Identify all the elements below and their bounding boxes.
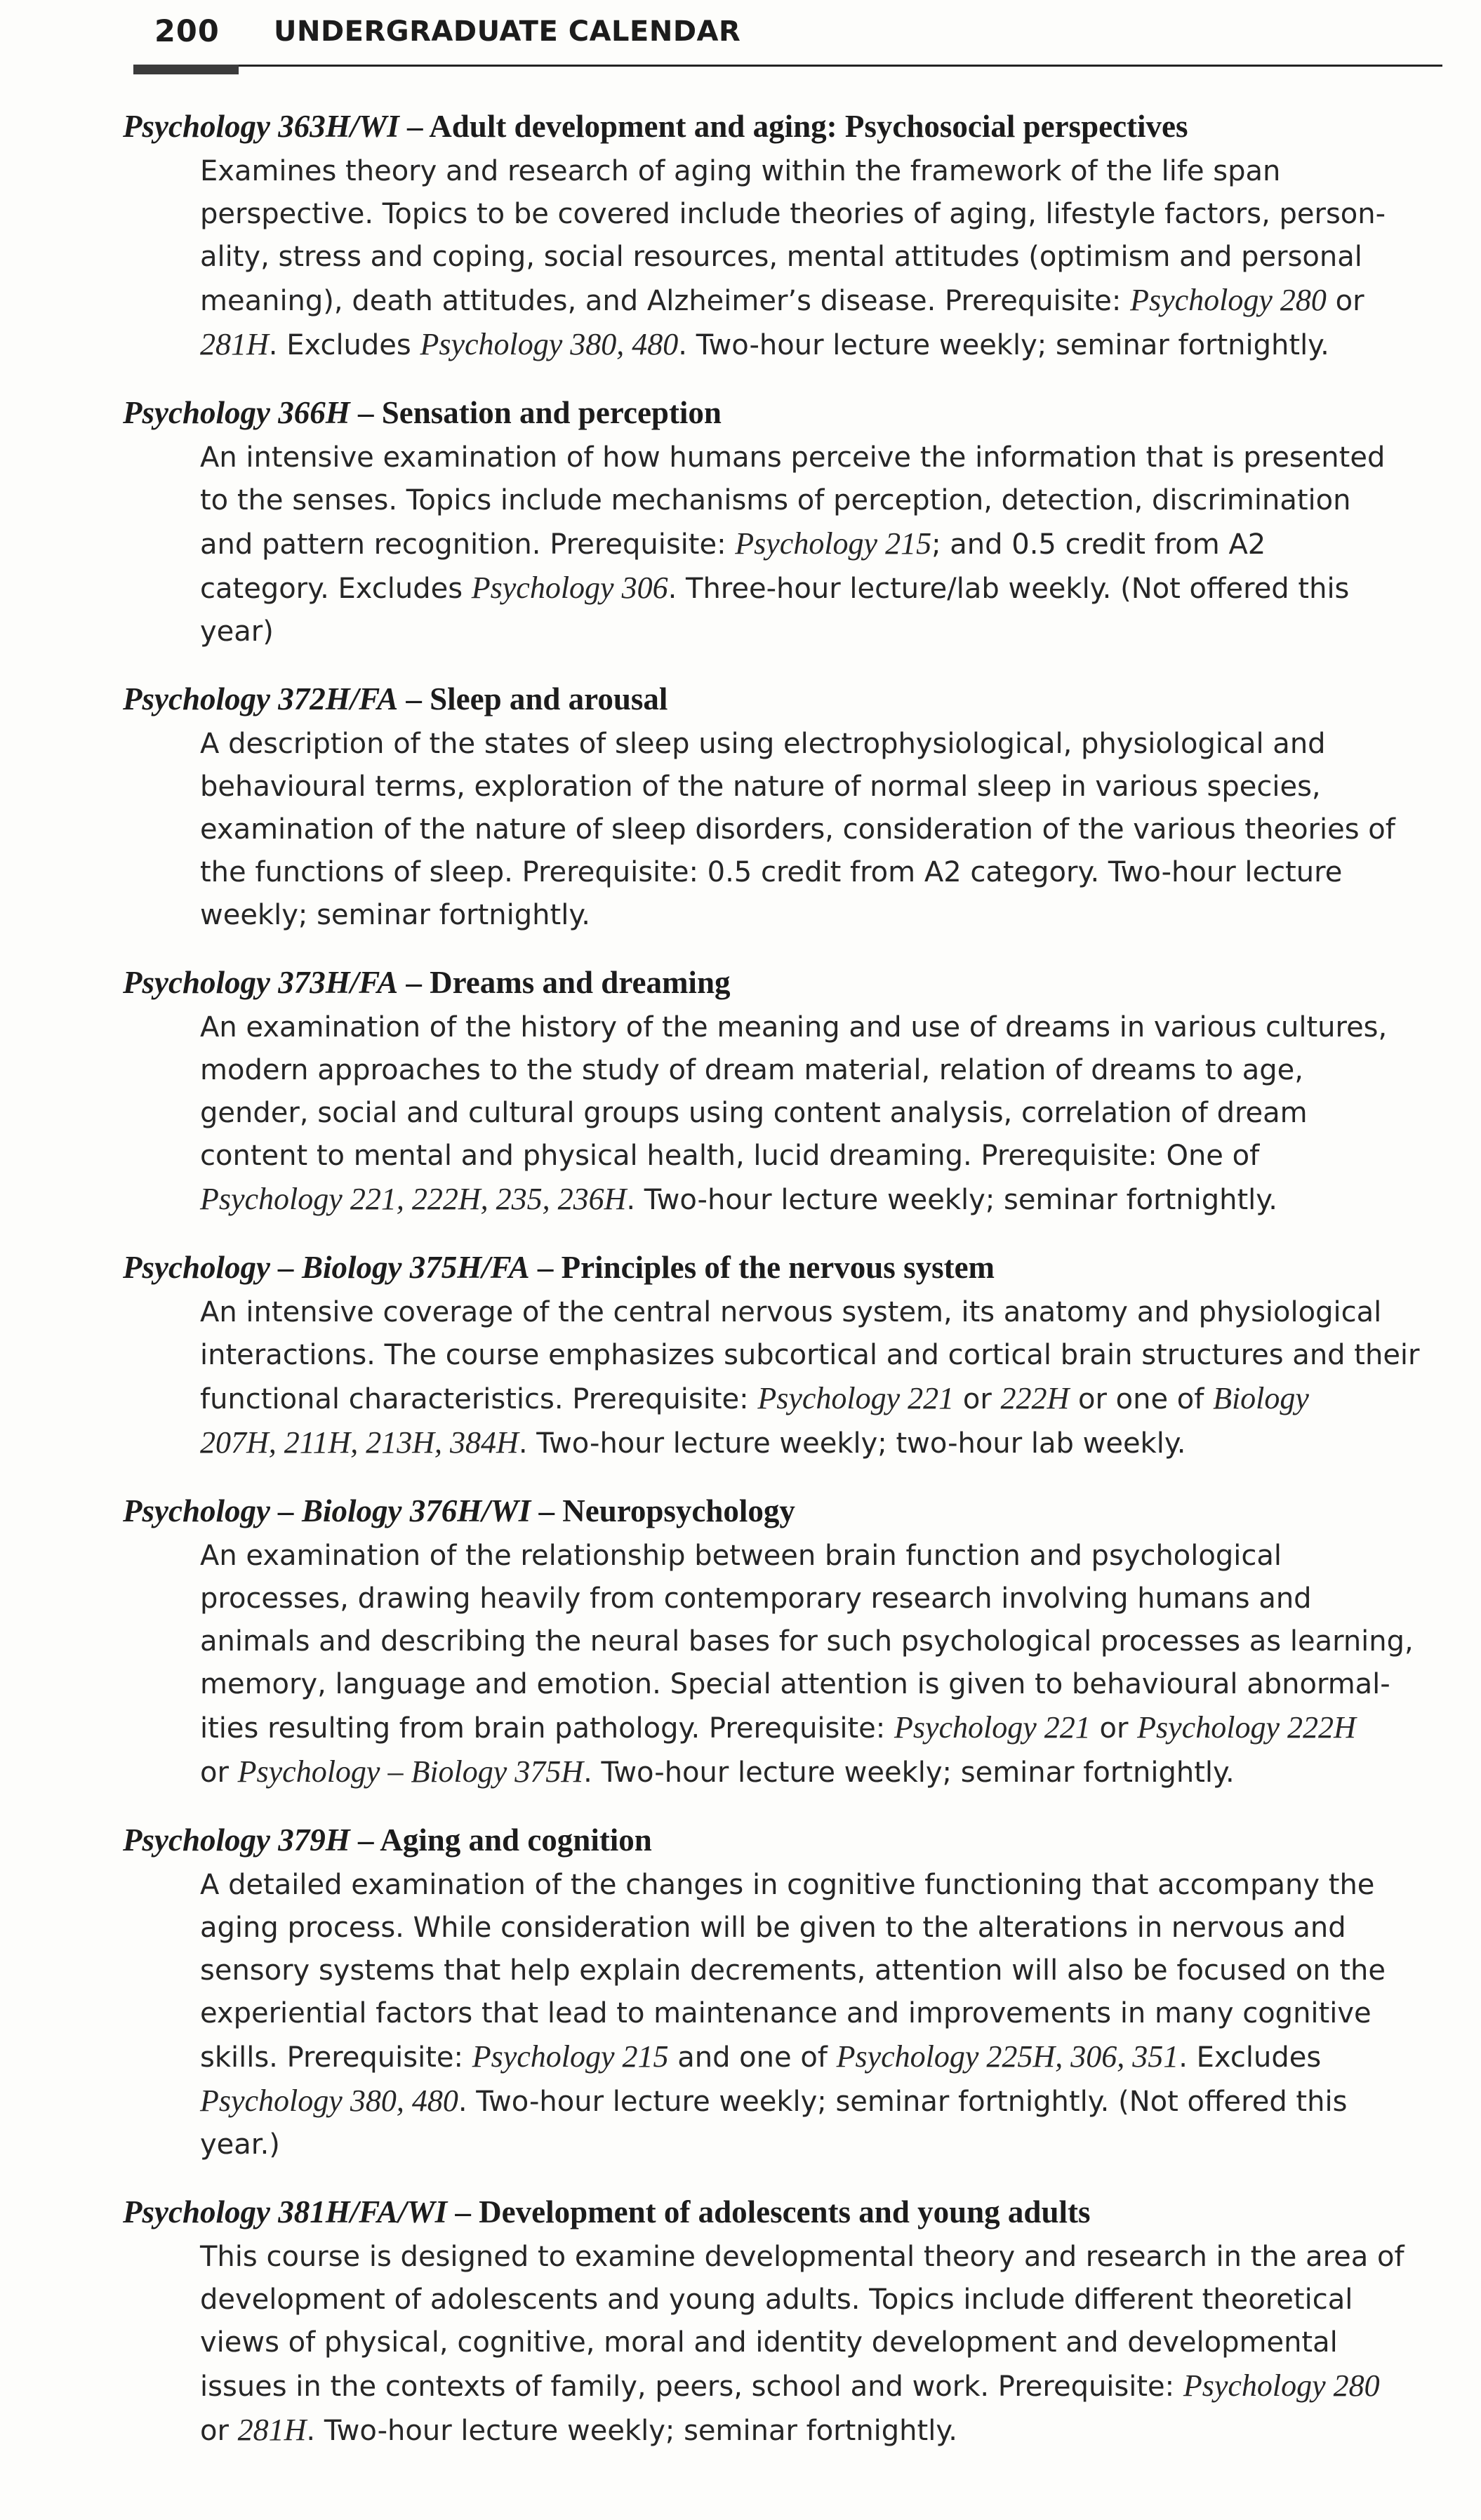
description-text: . Excludes	[268, 329, 420, 361]
description-text: An intensive examination of how humans perceive the information that is presented to the senses. Topics include mechanisms of perception, detection, discrimination and pattern recognition. Prerequisite:	[200, 441, 1386, 561]
course-code: Psychology 372H/FA	[123, 681, 399, 716]
course-entry	[123, 105, 1442, 367]
course-reference: Biology 207H, 211H, 213H, 384H	[200, 1381, 1309, 1460]
course-reference: Psychology 380, 480	[200, 2084, 458, 2118]
course-code: Psychology 373H/FA	[123, 965, 399, 1000]
course-title: Principles of the nervous system	[561, 1250, 995, 1285]
course-description	[200, 1006, 1442, 1222]
header-rule-block	[133, 65, 239, 74]
course-title: Dreams and dreaming	[430, 965, 731, 1000]
course-entry	[123, 961, 1442, 1222]
course-entry	[123, 2191, 1442, 2453]
course-title: Development of adolescents and young adults	[479, 2194, 1091, 2229]
course-heading: Psychology 366H – Sensation and perception	[123, 395, 722, 430]
description-text: . Two-hour lecture weekly; two-hour lab weekly.	[518, 1427, 1186, 1460]
course-description	[200, 723, 1442, 937]
description-text: An examination of the relationship between brain function and psychological processes, drawing heavily from contemporary research involving humans and animals and describing the neural bases for such psychological processes as learning, memory, language and emotion. Special attention is given to behavioural abnormal- ities resulting from brain pathology. Prerequisite:	[200, 1540, 1414, 1745]
description-text: An intensive coverage of the central nervous system, its anatomy and physiological interactions. The course emphasizes subcortical and cortical brain structures and their functional characteristics. Prerequisite:	[200, 1296, 1420, 1415]
description-text: . Two-hour lecture weekly; seminar fortnightly.	[306, 2415, 957, 2447]
course-description	[200, 1535, 1442, 1794]
description-text: An examination of the history of the meaning and use of dreams in various cultures, modern approaches to the study of dream material, relation of dreams to age, gender, social and cultural groups using content analysis, correlation of dream content to mental and physical health, lucid dreaming. Prerequisite: One of	[200, 1011, 1388, 1172]
course-code: Psychology – Biology 375H/FA	[123, 1250, 530, 1285]
course-title: Sensation and perception	[381, 395, 722, 430]
course-reference: Psychology 215	[735, 526, 932, 561]
description-text: Examines theory and research of aging within the framework of the life span perspective. Topics to be covered include theories of aging, lifestyle factors, person- ality, stress and coping, social resources, mental attitudes (optimism and personal meaning), death attitudes, and Alzheimer’s disease. Prerequisite:	[200, 155, 1386, 317]
course-title: Sleep and arousal	[430, 681, 668, 716]
course-reference: Psychology 225H, 306, 351	[836, 2039, 1179, 2074]
description-text: . Two-hour lecture weekly; seminar fortnightly.	[678, 329, 1329, 361]
description-text: This course is designed to examine developmental theory and research in the area of development of adolescents and young adults. Topics include different theoretical views of physical, cognitive, moral and identity development and developmental issues in the contexts of family, peers, school and work. Prerequisite:	[200, 2241, 1404, 2403]
course-code: Psychology 379H	[123, 1822, 350, 1858]
course-list	[123, 105, 1442, 2477]
course-code: Psychology 381H/FA/WI	[123, 2194, 448, 2229]
description-text: or	[954, 1383, 1001, 1415]
course-title: Adult development and aging: Psychosocial perspectives	[429, 109, 1188, 144]
course-reference: Psychology 215	[472, 2039, 669, 2074]
course-description	[200, 1291, 1442, 1465]
course-code: Psychology 363H/WI	[123, 109, 399, 144]
description-text: . Two-hour lecture weekly; seminar fortnightly.	[583, 1756, 1235, 1789]
course-entry	[123, 1490, 1442, 1794]
course-entry	[123, 678, 1442, 937]
course-reference: Psychology 306	[471, 571, 668, 605]
course-entry	[123, 392, 1442, 653]
description-text: ; and 0.5 credit from A2 category. Excludes	[200, 528, 1266, 605]
description-text: or	[200, 2415, 229, 2447]
description-text: or	[200, 1756, 229, 1789]
course-title: Neuropsychology	[562, 1493, 795, 1528]
course-heading: Psychology 379H – Aging and cognition	[123, 1822, 652, 1858]
course-reference: Psychology 221	[894, 1710, 1091, 1745]
header-rule	[133, 65, 1442, 67]
course-entry	[123, 1819, 1442, 2166]
description-text: . Three-hour lecture/lab weekly. (Not offered this year)	[200, 573, 1350, 648]
course-reference: Psychology 380, 480	[420, 327, 679, 361]
description-text: or one of	[1069, 1383, 1214, 1415]
running-title: UNDERGRADUATE CALENDAR	[274, 15, 741, 48]
course-reference: Psychology 221, 222H, 235, 236H	[200, 1182, 627, 1216]
course-reference: Psychology 280	[1183, 2368, 1380, 2403]
description-text: . Two-hour lecture weekly; seminar fortnightly.	[626, 1184, 1277, 1216]
course-heading: Psychology 381H/FA/WI – Development of adolescents and young adults	[123, 2194, 1091, 2229]
course-reference: 281H	[200, 327, 269, 361]
course-code: Psychology 366H	[123, 395, 350, 430]
description-text: and one of	[668, 2041, 837, 2074]
course-heading: Psychology – Biology 376H/WI – Neuropsychology	[123, 1493, 795, 1528]
course-title: Aging and cognition	[380, 1822, 652, 1858]
description-text: A detailed examination of the changes in cognitive functioning that accompany the aging process. While consideration will be given to the alterations in nervous and sensory systems that help explain decrements, attention will also be focused on the experiential factors that lead to maintenance and improvements in many cognitive skills. Prerequisite:	[200, 1869, 1386, 2074]
course-heading: Psychology 373H/FA – Dreams and dreaming	[123, 965, 731, 1000]
description-text: or	[1335, 285, 1364, 317]
course-entry	[123, 1246, 1442, 1465]
description-text: . Excludes	[1178, 2041, 1322, 2074]
course-heading: Psychology 372H/FA – Sleep and arousal	[123, 681, 668, 716]
course-reference: Psychology 280	[1130, 283, 1327, 317]
course-heading: Psychology – Biology 375H/FA – Principles of the nervous system	[123, 1250, 995, 1285]
course-heading: Psychology 363H/WI – Adult development and aging: Psychosocial perspectives	[123, 109, 1188, 144]
page-number: 200	[154, 14, 220, 49]
course-reference: 222H	[1000, 1381, 1070, 1415]
course-reference: 281H	[237, 2413, 307, 2447]
page-header	[133, 10, 1442, 74]
course-description	[200, 2236, 1442, 2453]
description-text: or	[1090, 1712, 1138, 1745]
course-code: Psychology – Biology 376H/WI	[123, 1493, 531, 1528]
course-description	[200, 150, 1442, 367]
description-text: . Two-hour lecture weekly; seminar fortnightly. (Not offered this year.)	[200, 2086, 1348, 2161]
course-reference: Psychology 222H	[1137, 1710, 1356, 1745]
course-description	[200, 436, 1442, 653]
description-text: A description of the states of sleep using electrophysiological, physiological and behavioural terms, exploration of the nature of normal sleep in various species, examination of the nature of sleep disorders, consideration of the various theories of the functions of sleep. Prerequisite: 0.5 credit from A2 category. Two-hour lecture weekly; seminar fortnightly.	[200, 728, 1395, 931]
course-reference: Psychology 221	[757, 1381, 955, 1415]
course-description	[200, 1864, 1442, 2166]
course-reference: Psychology – Biology 375H	[237, 1754, 584, 1789]
